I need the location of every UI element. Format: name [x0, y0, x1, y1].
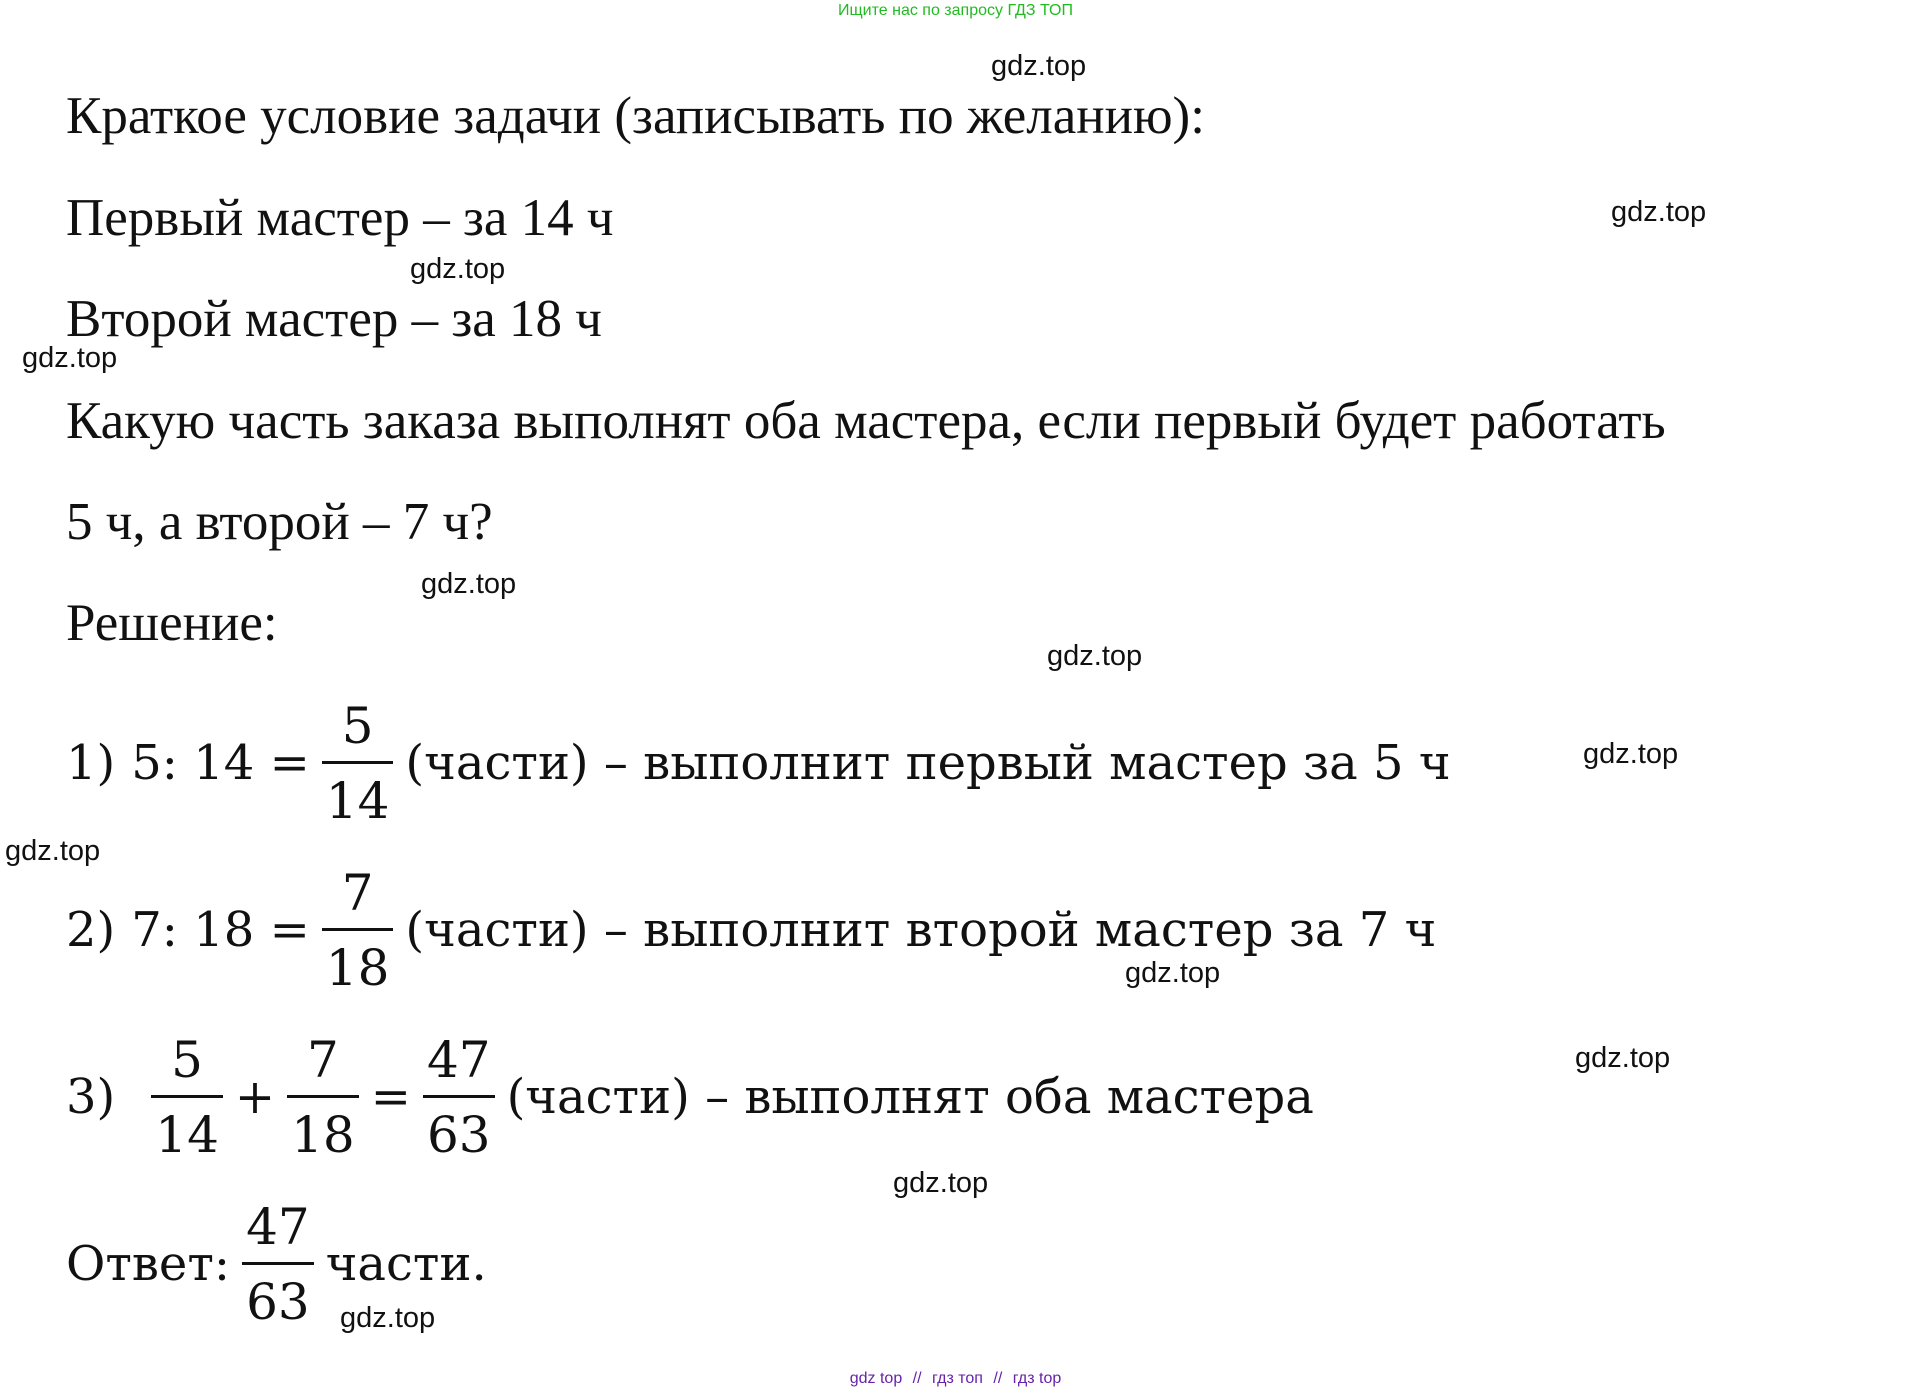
- equals-sign: =: [370, 1069, 411, 1125]
- watermark: gdz.top: [893, 1167, 989, 1199]
- footer-separator: //: [993, 1370, 1003, 1387]
- question-line-2: 5 ч, а второй – 7 ч?: [66, 493, 493, 551]
- fraction-bar: [242, 1262, 314, 1265]
- search-hint-banner: Ищите нас по запросу ГДЗ ТОП: [838, 2, 1073, 19]
- solution-heading: Решение:: [66, 594, 278, 652]
- fraction-bar: [322, 761, 394, 764]
- fraction-numerator: 47: [426, 1030, 491, 1089]
- master-1-condition: Первый мастер – за 14 ч: [66, 189, 614, 247]
- watermark: gdz.top: [410, 253, 506, 285]
- step-1-label: 1): [66, 735, 116, 791]
- fraction-numerator: 5: [171, 1030, 203, 1089]
- answer-label: Ответ:: [66, 1236, 231, 1292]
- fraction-denominator: 63: [246, 1272, 310, 1331]
- master-2-condition: Второй мастер – за 18 ч: [66, 290, 602, 348]
- fraction-numerator: 7: [341, 863, 374, 922]
- fraction-bar: [151, 1095, 223, 1098]
- footer-link-2[interactable]: гдз топ: [932, 1370, 983, 1387]
- footer-separator: //: [912, 1370, 922, 1387]
- step-3-fraction-result: [423, 1030, 495, 1164]
- fraction-numerator: 7: [307, 1030, 339, 1089]
- step-3-label: 3): [66, 1069, 116, 1125]
- watermark: gdz.top: [1125, 957, 1221, 989]
- answer-fraction: [242, 1197, 314, 1331]
- fraction-numerator: 47: [246, 1197, 310, 1256]
- fraction-denominator: 18: [291, 1105, 355, 1164]
- watermark: gdz.top: [1047, 640, 1143, 672]
- step-2-fraction: [322, 863, 394, 997]
- fraction-denominator: 14: [325, 771, 390, 830]
- solution-step-3: [66, 1022, 1314, 1172]
- step-3-description: (части) – выполнят оба мастера: [506, 1069, 1314, 1125]
- footer-link-3[interactable]: гдз top: [1012, 1370, 1062, 1387]
- footer-link-1[interactable]: gdz top: [849, 1370, 903, 1387]
- plus-sign: +: [234, 1069, 276, 1125]
- step-3-fraction-b: [287, 1030, 359, 1164]
- fraction-bar: [287, 1095, 359, 1098]
- step-2-description: (части) – выполнит второй мастер за 7 ч: [405, 902, 1437, 958]
- step-2-label: 2): [66, 902, 116, 958]
- answer-unit: части.: [325, 1236, 487, 1292]
- step-1-fraction: [322, 696, 394, 830]
- watermark: gdz.top: [22, 342, 118, 374]
- watermark: gdz.top: [1575, 1042, 1671, 1074]
- watermark: gdz.top: [421, 568, 517, 600]
- step-2-expression: 7: 18 =: [131, 902, 310, 958]
- fraction-bar: [322, 928, 394, 931]
- fraction-bar: [423, 1095, 495, 1098]
- solution-step-1: [66, 688, 1451, 838]
- watermark: gdz.top: [991, 50, 1087, 82]
- step-1-expression: 5: 14 =: [131, 735, 310, 791]
- step-1-description: (части) – выполнит первый мастер за 5 ч: [405, 735, 1451, 791]
- fraction-denominator: 63: [426, 1105, 491, 1164]
- step-3-fraction-a: [151, 1030, 223, 1164]
- fraction-denominator: 18: [325, 938, 390, 997]
- watermark: gdz.top: [1611, 196, 1707, 228]
- fraction-denominator: 14: [155, 1105, 219, 1164]
- fraction-numerator: 5: [341, 696, 374, 755]
- footer-banner: [0, 1370, 1911, 1388]
- condition-heading: Краткое условие задачи (записывать по желанию):: [66, 87, 1205, 145]
- watermark: gdz.top: [340, 1302, 436, 1334]
- question-line-1: Какую часть заказа выполнят оба мастера, если первый будет работать: [66, 392, 1666, 450]
- watermark: gdz.top: [5, 835, 101, 867]
- solution-step-2: [66, 855, 1436, 1005]
- watermark: gdz.top: [1583, 738, 1679, 770]
